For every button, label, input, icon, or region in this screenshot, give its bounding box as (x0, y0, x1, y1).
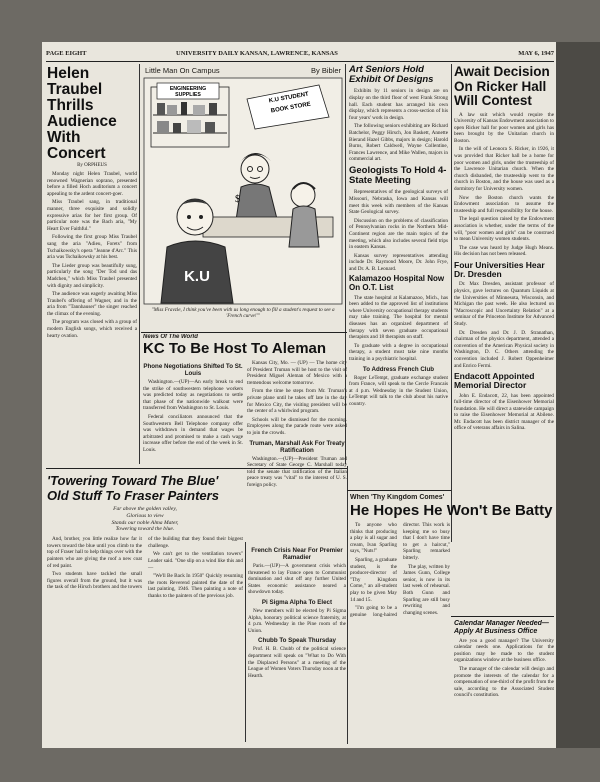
column-rule (451, 64, 452, 542)
page-number: PAGE EIGHT (46, 50, 87, 57)
geo-body: Representatives of the geological surveys of Missouri, Nebraska, Iowa and Kansas will meet this week with members of the Kansas State Geological survey. Discussion on the problems of classification of Pennsylvanian rocks in the Northern Mid-Continent region are the main topics of the meeting, which also includes several field trips in eastern Kansas. Kansas survey representatives attending include Dr. Raymond Moore, Dr. John Frye, and Dr. A. B. Leonard. (349, 189, 448, 272)
bookstore-sign: K.U STUDENT (268, 91, 310, 105)
news-headline: KC To Be Host To Aleman (143, 340, 327, 357)
traubel-headline: Helen Traubel Thrills Audience With Concert (47, 66, 117, 162)
column-rule (245, 542, 246, 742)
cartoon-author: By Bibler (310, 66, 341, 75)
calendar-headline: Calendar Manager Needed—Apply At Business Office (454, 620, 549, 635)
article-traubel (47, 66, 137, 466)
crisis-body: Paris.—(UP)—A government crisis which threatened to lay France open to Communist domination and shut off any further United States economic assistance neared a showdown today. (248, 563, 346, 596)
article-stack-right (454, 65, 554, 545)
article-painters (47, 474, 243, 744)
ricker-body: A law suit which would require the University of Kansas Endowment association to open Ricker hall for poor women and girls has been brought by the Unitarian church in Boston. In the will of Leonora S. Ricker, in 1926, it was provided that Ricker hall be a home for poor women and girls, under the trusteeship of the Lawrence Unitarian church. When the church disbanded, the trusteeship went to the church in Boston, and the house was used as a dormitory for University women. Now the Boston church wants the Endowment association to assume the trusteeship and full responsibility for the house. The legal question raised by the Endowment association is whether, under the terms of the will, "poor women and girls" can be construed to mean University women students. The case was heard by Judge Hugh Means. His decision has not been released. (454, 111, 554, 258)
chubb-body: Prof. H. B. Chubb of the political science department will speak on "What to Do With the Displaced Persons" at a meeting of the League of Women Voters Thursday noon at the Hearth. (248, 646, 346, 679)
article-calendar (454, 620, 554, 744)
masthead-rule (46, 61, 554, 62)
art-headline: Art Seniors Hold Exhibit Of Designs (349, 65, 434, 86)
cartoon-title: Little Man On Campus (145, 66, 220, 75)
marshall-body: Washington.—(UP)—President Truman and Secretary of State George C. Marshall today told the senate that ratification of the Italian peace treaty was "vital" to the interest of U. S. foreign policy. (247, 455, 347, 488)
cartoon-panel (143, 65, 343, 330)
traubel-byline: By ORPHEUS (77, 163, 107, 168)
geo-headline: Geologists To Hold 4-State Meeting (349, 164, 447, 187)
article-stack-middle (349, 65, 448, 465)
universities-body: Dr. Max Dresden, assistant professor of physics, gave lectures on Quantum Liquids at the Universities of Minnesota, Wisconsin, and Michigan the past week. He also lectured on "Macroscopic and Uncertainty Relation" at a seminar of the Princeton Institute for Advanced Study. Dr. Dresden and Dr. J. D. Stranathan, chairman of the physics department, attended a convention of the American Physical society in Washington, D. C. Others attending the convention included J. Robert Oppenheimer and Enrico Fermi. (454, 281, 554, 369)
ellsworth-headline: Endacott Appointed Memorial Director (454, 371, 535, 391)
cartoon-caption: "Miss Fravzle, I think you've been with us long enough to fill a student's request to see a 'French curve!'" (151, 307, 335, 320)
news-label: News Of The World (143, 334, 198, 340)
paper-name: UNIVERSITY DAILY KANSAN, LAWRENCE, KANSAS (176, 50, 338, 57)
section-rule (141, 332, 347, 333)
news-briefs (248, 544, 346, 744)
sweater-letters: K.U (184, 268, 210, 285)
engineering-sign: ENGINEERING (169, 86, 207, 92)
svg-text:SUPPLIES: SUPPLIES (175, 92, 201, 98)
crisis-headline: French Crisis Near For Premier Ramadier (251, 547, 343, 561)
alma-mater-verse: Far above the golden valley, Glorious to view Stands our noble Alma Mater, Towering toward the blue. (111, 506, 179, 533)
column-rule (347, 466, 348, 744)
pisigma-headline: Pi Sigma Alpha To Elect (261, 598, 333, 606)
cartoon-drawing (143, 77, 343, 305)
svg-text:$: $ (235, 194, 240, 205)
issue-date: MAY 6, 1947 (518, 50, 554, 57)
ricker-headline: Await Decision On Ricker Hall Will Contest (454, 65, 550, 108)
kingdom-headline: He Hopes He Won't Be Batty (350, 502, 553, 519)
ellsworth-body: John E. Endacott, 22, has been appointed full-time director of the Eisenhower Memorial foundation. He will direct a statewide campaign to raise the Eisenhower Memorial at Abilene. Mr. Endacott has been district manager of the office of veterans affairs in Salina. (454, 392, 554, 432)
art-body: Exhibits by 11 seniors in design are on display on the third floor of west Frank Strong hall. Each student has arranged his own display, which represents a cross-section of his four years' work in design. The following seniors exhibiting are Richard Batchelor, Peggy Hirsch, Jon Baskett, Annette Bierand Hazel Gibbs, majors in design; Harold Burns, Robert Caldwell, Wayne Collentine, Frances Lawrence, and Mike Wallen, majors in commercial art. (349, 88, 448, 163)
section-rule (46, 468, 347, 469)
french-body: Roger LeTempt, graduate exchange student from France, will speak to the Cercle Francais at 4 p.m. Wednesday in the Student Union, LeTempt will talk to the club about his native country. (349, 374, 448, 407)
painters-headline: 'Towering Toward The Blue' Old Stuff To Fraser Painters (47, 474, 219, 503)
phone-body: Washington.—(UP)—An early break to end the strike of southwestern telephone workers was predicted today as negotiations to settle that phase of the nationwide walkout were transferred from Washington to St. Louis. Federal conciliators announced that the Southwestern Bell Telephone company offer was withdrawn in demand that wages be arbitrated and promised to make a cash wage increase offer before the end of the week in St. Louis. (143, 379, 243, 453)
masthead (46, 50, 554, 60)
french-headline: To Address French Club (362, 365, 435, 373)
kingdom-body: To anyone who thinks that producing a play is all sugar and cream, Ivan Sparling says, "Nuts!" Sparling, a graduate student, is the producer-director of "Thy Kingdom Come," an all-student play to be given May 14 and 15. "I'm going to be a genuine long-haired director. This work is keeping me so busy that I don't have time to get a haircut," Sparling remarked bitterly. The play, written by James Gunn, College senior, is now in its last week of rehearsal. Both Gunn and Sparling are still busy rewriting and changing scenes. (350, 522, 450, 618)
column-rule (139, 64, 140, 464)
section-rule (451, 616, 554, 617)
kingdom-label: When 'Thy Kingdom Comes' (350, 494, 445, 501)
painters-body: And, brother, you little realize how far it towers toward the blue until you climb to the top of Fraser hall to help things over with the painters who are giving the roof a new coat of red paint. Two students have tackled the small figures overall from the ground, but it was the task of the Hirsch brothers and the towers of the building that they found their biggest challenge. We can't get to the ventilation towers" Leader said. "One slip on a wind like this and — "We'll Be Back In 1950" Quickly resuming the roots Reverend painted the date of the last painting, 1946. Then painting a note of thanks to the painters of the previous job. (47, 536, 243, 599)
kc-body: Kansas City, Mo. — (UP) — The home city of President Truman will be host to the visit of President Miguel Aleman of Mexico with a tremendous welcome tomorrow. From the time he steps from Mr. Truman's private plane until he takes off late in the day for Mexico City, the visiting president will be the center of a whirlwind program. Schools will be dismissed for the morning. Employees along the parade route were asked to join the crowds. (247, 360, 347, 436)
adjacent-page-edge (556, 42, 600, 748)
calendar-body: Are you a good manager? The University calendar needs one. Applications for the position may be made to the student organizations window at the business office. The manager of the calendar will design and promote the interests of the calendar for a compensation of one-third of the profit from the sale, according to the Associated Student council's constitution. (454, 637, 554, 699)
marshall-headline: Truman, Marshall Ask For Treaty Ratification (249, 439, 345, 454)
phone-headline: Phone Negotiations Shifted To St. Louis (143, 363, 243, 377)
svg-text:BOOK STORE: BOOK STORE (270, 101, 312, 115)
chubb-headline: Chubb To Speak Thursday (258, 637, 336, 645)
universities-headline: Four Universities Hear Dr. Dresden (454, 259, 545, 280)
section-rule (347, 490, 451, 491)
kalamazoo-headline: Kalamazoo Hospital Now On O.T. List (349, 274, 445, 293)
newspaper-page (42, 42, 558, 748)
kalamazoo-body: The state hospital at Kalamazoo, Mich., has been added to the approved list of institutions where University occupational therapy students may take training. The hospital for mental diseases has an organized department of therapy with seven graduate occupational therapists and 18 therapists on staff. To graduate with a degree in occupational therapy, a student must take nine months training in a psychiatric hospital. (349, 294, 448, 362)
traubel-body: Monday night Helen Traubel, world renowned Wagnerian soprano, presented before a filled Hoch auditorium a concert appealing to the ardent concert-goer. Miss Traubel sang, in traditional manner, three exquisite and solidly expressive arias for her first group. Of particular note was the Bach aria, "My Heart Ever Faithful." Following the first group Miss Traubel sang the aria "Adieu, Forets" from Tschaikowsky's opera "Jeanne d'Arc." This aria was Tschaikowsky at his best. The Lieder group was beautifully sung, particularly the song "Der Tod und das Madchen," which Miss Traubel presented with dignity and simplicity. The audience was eagerly awaiting Miss Traubel's offering of Wagner, and in the aria from "Tannhauser" the singer reached the climax of the evening. The program was closed with a group of modern English songs, which received a hearty ovation. (47, 171, 137, 339)
pisigma-body: New members will be elected by Pi Sigma Alpha, honorary political science fraternity, at 4 p.m. Wednesday in the Pine room of the Union. (248, 607, 346, 634)
